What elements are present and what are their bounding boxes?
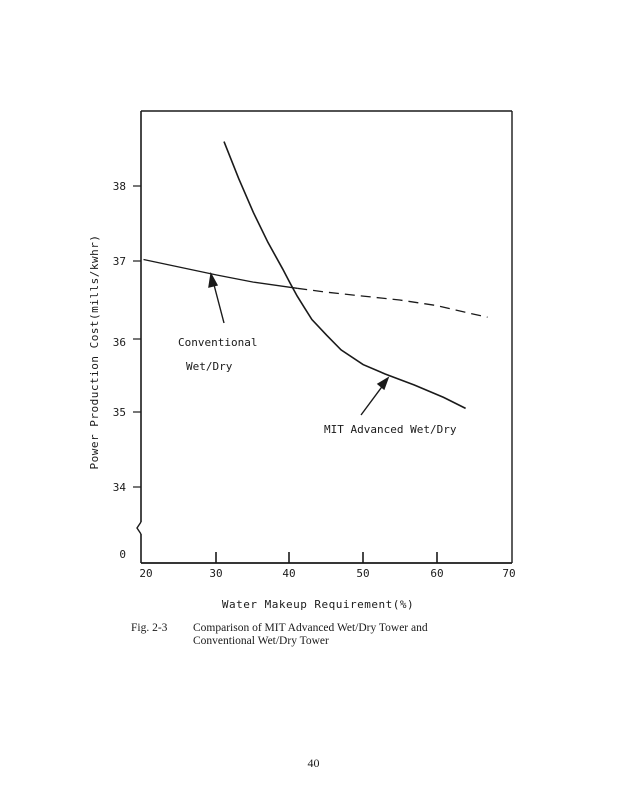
axis-break <box>137 522 141 534</box>
figure-caption <box>131 622 511 648</box>
series-line-conventional <box>144 260 298 289</box>
caption-line-2: Conventional Wet/Dry Tower <box>193 635 329 647</box>
annotation-conventional-line1: Conventional <box>178 336 258 349</box>
annotation-conventional-line2: Wet/Dry <box>186 360 233 373</box>
caption-line-1: Comparison of MIT Advanced Wet/Dry Tower and <box>193 622 428 634</box>
x-tick-label-60: 60 <box>430 567 444 580</box>
page-number: 40 <box>307 756 320 770</box>
y-tick-label-34: 34 <box>112 481 126 494</box>
x-tick-label-30: 30 <box>209 567 223 580</box>
y-tick-label-36: 36 <box>112 336 126 349</box>
series-line-conventional-extrapolated <box>297 288 487 317</box>
x-tick-label-40: 40 <box>282 567 296 580</box>
y-tick-label-37: 37 <box>112 255 126 268</box>
y-tick-label-0: 0 <box>119 548 126 561</box>
y-tick-label-35: 35 <box>112 406 126 419</box>
x-axis-title: Water Makeup Requirement(%) <box>221 598 415 610</box>
y-tick-label-38: 38 <box>112 180 126 193</box>
x-tick-label-70: 70 <box>502 567 516 580</box>
x-tick-label-50: 50 <box>356 567 370 580</box>
annotation-mit: MIT Advanced Wet/Dry <box>324 423 457 436</box>
caption-number: Fig. 2-3 <box>131 622 168 634</box>
series-line-mit-advanced <box>224 142 466 409</box>
x-tick-label-20: 20 <box>139 567 153 580</box>
arrow-conventional <box>209 274 224 323</box>
y-axis-title: Power Production Cost(mills/kwhr) <box>88 234 101 470</box>
arrow-mit <box>361 378 388 415</box>
